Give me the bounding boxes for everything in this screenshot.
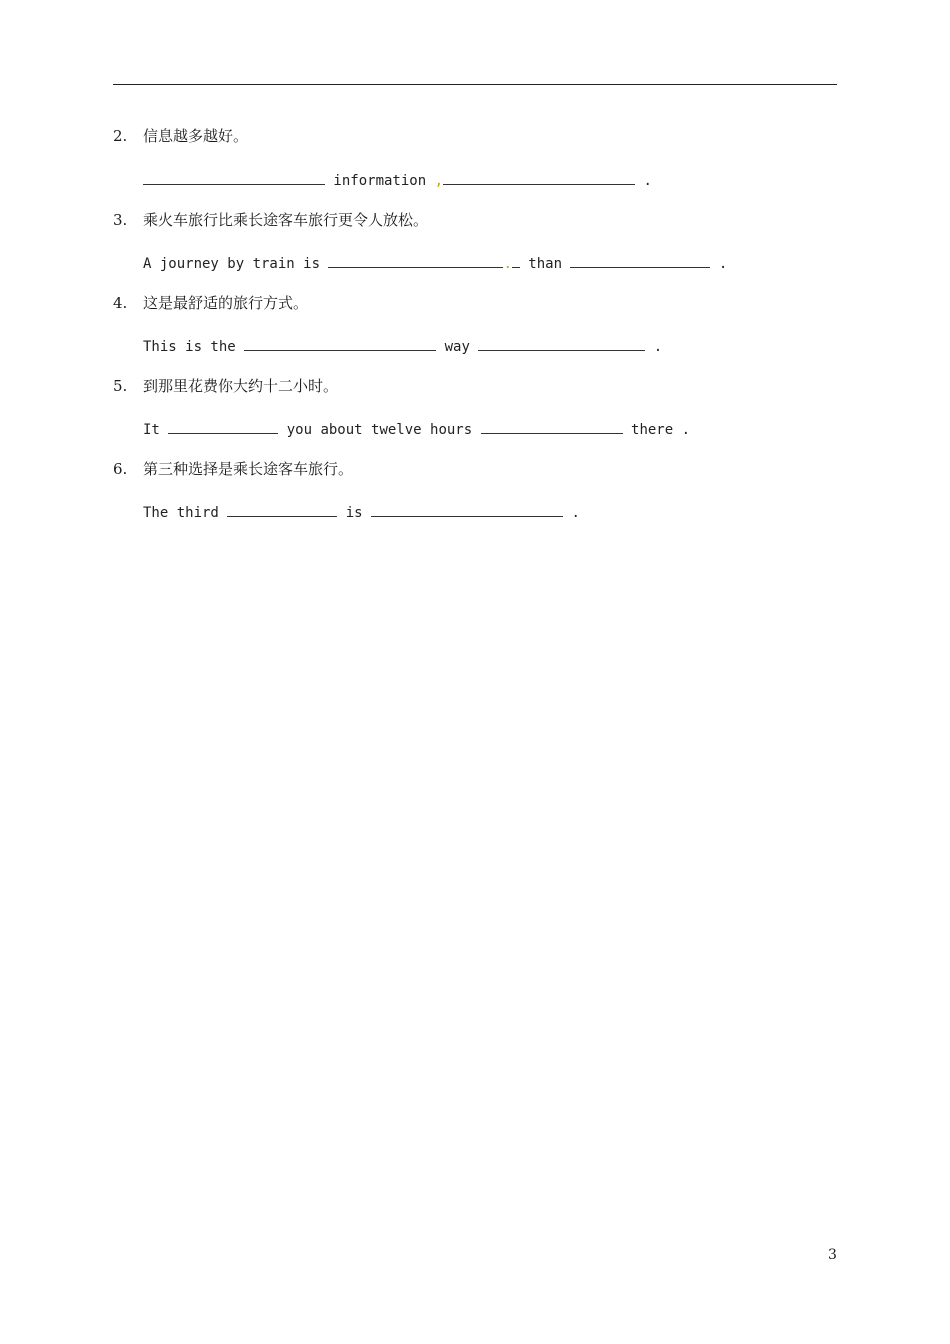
answer-blank[interactable]	[244, 336, 436, 351]
answer-text: you about twelve hours	[278, 422, 481, 438]
answer-text: .	[710, 256, 728, 272]
answer-line-3	[143, 253, 727, 274]
question-number: 6.	[113, 460, 128, 478]
answer-text: .	[645, 339, 663, 355]
question-chinese: 乘火车旅行比乘长途客车旅行更令人放松。	[143, 211, 429, 229]
answer-text: than	[519, 256, 571, 272]
question-chinese: 这是最舒适的旅行方式。	[143, 294, 309, 312]
page-number: 3	[828, 1247, 837, 1263]
question-number: 4.	[113, 294, 128, 312]
question-number: 3.	[113, 211, 128, 229]
answer-text: .	[503, 256, 512, 272]
answer-blank[interactable]	[168, 419, 278, 434]
answer-blank[interactable]	[143, 170, 325, 185]
answer-blank[interactable]	[227, 502, 337, 517]
answer-blank[interactable]	[443, 170, 635, 185]
answer-text: is	[337, 505, 372, 521]
answer-blank[interactable]	[478, 336, 645, 351]
answer-text: there .	[622, 422, 691, 438]
answer-text: .	[563, 505, 580, 521]
answer-blank[interactable]	[371, 502, 563, 517]
answer-line-6	[143, 502, 580, 523]
answer-blank[interactable]	[481, 419, 623, 434]
answer-blank[interactable]	[328, 253, 503, 268]
answer-text: .	[635, 173, 652, 189]
answer-blank[interactable]	[512, 253, 520, 268]
question-number: 2.	[113, 127, 128, 145]
answer-text: The third	[143, 505, 228, 521]
answer-blank[interactable]	[570, 253, 710, 268]
question-chinese: 信息越多越好。	[143, 127, 249, 145]
answer-line-2	[143, 170, 652, 191]
question-5	[113, 376, 338, 396]
header-rule	[113, 84, 837, 85]
question-4	[113, 293, 308, 313]
answer-text: A journey by train is	[143, 256, 329, 272]
answer-text: ,	[434, 173, 444, 189]
question-2	[113, 126, 248, 146]
question-3	[113, 210, 428, 230]
answer-line-5	[143, 419, 690, 440]
question-chinese: 第三种选择是乘长途客车旅行。	[143, 460, 354, 478]
question-number: 5.	[113, 377, 128, 395]
question-6	[113, 459, 353, 479]
answer-text: information	[325, 173, 435, 189]
answer-text: way	[436, 339, 479, 355]
answer-text: This is the	[143, 339, 245, 355]
answer-text: It	[143, 422, 169, 438]
question-chinese: 到那里花费你大约十二小时。	[143, 377, 339, 395]
answer-line-4	[143, 336, 662, 357]
